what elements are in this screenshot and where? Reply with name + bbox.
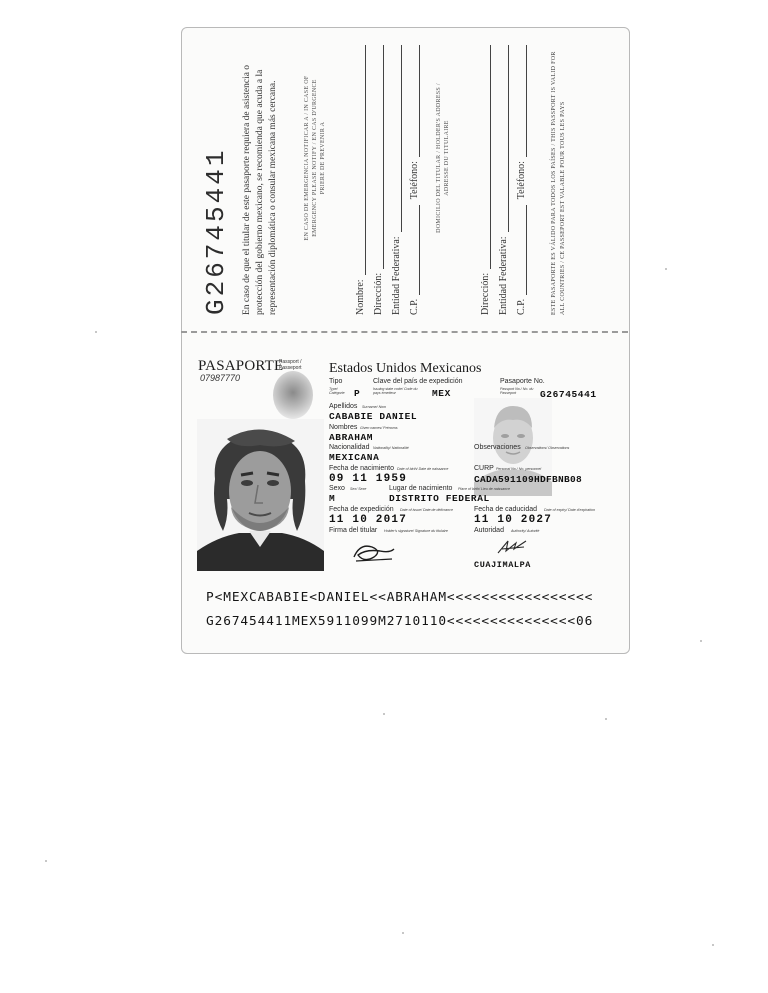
holder-address-label: Dirección: bbox=[480, 272, 491, 315]
given-names-label-en: Given names/ Prénoms bbox=[360, 426, 398, 430]
curp-label: CURP bbox=[474, 465, 494, 472]
birthplace-value: DISTRITO FEDERAL bbox=[389, 493, 490, 504]
issuing-country: Estados Unidos Mexicanos bbox=[329, 361, 482, 376]
authority-label-en: Authority/ Autorité bbox=[511, 529, 540, 533]
emergency-address-line bbox=[373, 45, 384, 315]
holder-postal-label: C.P. bbox=[516, 298, 527, 315]
issuing-code-label-en: Issuing state code/ Code du pays émetteur bbox=[373, 387, 418, 395]
curp-value: CADA591109HDFBNB08 bbox=[474, 474, 583, 485]
scan-speck bbox=[383, 713, 385, 715]
holder-postal-phone-line bbox=[516, 45, 527, 315]
postal-code-label: C.P. bbox=[409, 298, 420, 315]
phone-label: Teléfono: bbox=[409, 161, 420, 200]
consular-notice: En caso de que el titular de este pasaporte requiera de asistencia o protección del gobierno mexicano, se recomienda que acuda a la representación diplomática o consular mexicana más cercana. bbox=[242, 64, 278, 315]
emergency-state-line bbox=[391, 45, 402, 315]
birthplace-label: Lugar de nacimiento bbox=[389, 485, 453, 492]
scan-speck bbox=[700, 640, 702, 642]
passport-seal-icon bbox=[273, 371, 313, 419]
signature-label: Firma del titular bbox=[329, 527, 378, 534]
scan-speck bbox=[95, 331, 97, 333]
issue-date-label: Fecha de expedición bbox=[329, 506, 394, 513]
given-names-value: ABRAHAM bbox=[329, 432, 374, 443]
holder-state-label: Entidad Federativa: bbox=[498, 236, 509, 315]
sex-label-en: Sex/ Sexe bbox=[350, 487, 367, 491]
birth-date-label: Fecha de nacimiento bbox=[329, 465, 394, 472]
surname-label-en: Surname/ Nom bbox=[362, 405, 387, 409]
passport-number-label: Pasaporte No. bbox=[500, 378, 545, 385]
holder-photo bbox=[197, 419, 324, 571]
issue-date-label-en: Date of issue/ Date de délivrance bbox=[400, 508, 453, 512]
perforated-serial-number: G26745441 bbox=[201, 147, 231, 315]
type-label-en: Type/ Catégorie bbox=[329, 387, 345, 395]
document-title: PASAPORTE bbox=[198, 358, 284, 374]
issuing-code-value: MEX bbox=[432, 388, 451, 399]
holder-signature-icon bbox=[350, 539, 398, 565]
state-label: Entidad Federativa: bbox=[391, 236, 402, 315]
passport-number-value: G26745441 bbox=[540, 389, 597, 400]
observations-label-en: Observations/ Observations bbox=[525, 446, 570, 450]
surname-label: Apellidos bbox=[329, 403, 358, 410]
booklet-code: 07987770 bbox=[200, 373, 241, 383]
validity-note: ESTE PASAPORTE ES VÁLIDO PARA TODOS LOS PAÍSES / THIS PASSPORT IS VALID FOR ALL COUNTRIES / CE PASSEPORT EST VALABLE POUR TOUS LES PAYS bbox=[551, 51, 566, 315]
holder-state-line bbox=[498, 45, 509, 315]
address-label: Dirección: bbox=[373, 272, 384, 315]
sex-label: Sexo bbox=[329, 485, 345, 492]
issuing-code-label: Clave del país de expedición bbox=[373, 378, 463, 385]
authority-signature-icon bbox=[496, 537, 530, 557]
nationality-label: Nacionalidad bbox=[329, 444, 370, 451]
mrz-line-2: G267454411MEX5911099M2710110<<<<<<<<<<<<<<<06 bbox=[206, 614, 594, 629]
scan-speck bbox=[665, 268, 667, 270]
signature-label-en: Holder's signature/ Signature du titulaire bbox=[384, 529, 448, 533]
authority-value: CUAJIMALPA bbox=[474, 560, 532, 570]
expiry-date-label: Fecha de caducidad bbox=[474, 506, 538, 513]
given-names-label: Nombres bbox=[329, 424, 358, 431]
type-label: Tipo bbox=[329, 378, 343, 385]
birth-date-value: 09 11 1959 bbox=[329, 473, 408, 485]
birth-date-label-en: Date of birth/ Date de naissance bbox=[397, 467, 449, 471]
scan-speck bbox=[45, 860, 47, 862]
emergency-postal-phone-line bbox=[409, 45, 420, 315]
sex-value: M bbox=[329, 493, 336, 504]
surname-value: CABABIE DANIEL bbox=[329, 411, 418, 422]
scan-speck bbox=[402, 932, 404, 934]
expiry-date-label-en: Date of expiry/ Date d'expiration bbox=[544, 508, 596, 512]
authority-label: Autoridad bbox=[474, 527, 504, 534]
document-title-sub: Passport / Passeport bbox=[279, 359, 302, 371]
nationality-value: MEXICANA bbox=[329, 452, 380, 463]
scan-speck bbox=[712, 944, 714, 946]
mrz-line-1: P<MEXCABABIE<DANIEL<<ABRAHAM<<<<<<<<<<<<<<<<< bbox=[206, 590, 594, 605]
emergency-name-line bbox=[355, 45, 366, 315]
nationality-label-en: Nationality/ Nationalité bbox=[373, 446, 409, 450]
holder-phone-label: Teléfono: bbox=[516, 161, 527, 200]
issue-date-value: 11 10 2017 bbox=[329, 514, 408, 526]
curp-label-en: Personal No./ No. personnel bbox=[496, 467, 542, 471]
observations-label: Observaciones bbox=[474, 444, 521, 451]
page-fold-line bbox=[181, 331, 628, 333]
passport-number-label-en: Passport No./ No. du Passeport bbox=[500, 387, 534, 395]
holder-address-line bbox=[480, 45, 491, 315]
upper-page bbox=[195, 45, 595, 315]
scan-speck bbox=[605, 718, 607, 720]
emergency-contact-title: EN CASO DE EMERGENCIA NOTIFICAR A / IN CASE OF EMERGENCY PLEASE NOTIFY / EN CAS D'URGENCE PRIERE DE PREVENIR A bbox=[304, 75, 326, 241]
holder-address-title: DOMICILIO DEL TITULAR / HOLDER'S ADDRESS / ADRESSE DU TITULAIRE bbox=[436, 83, 450, 233]
birthplace-label-en: Place of birth/ Lieu de naissance bbox=[458, 487, 510, 491]
type-value: P bbox=[354, 388, 361, 399]
expiry-date-value: 11 10 2027 bbox=[474, 514, 553, 526]
name-label: Nombre: bbox=[355, 279, 366, 315]
